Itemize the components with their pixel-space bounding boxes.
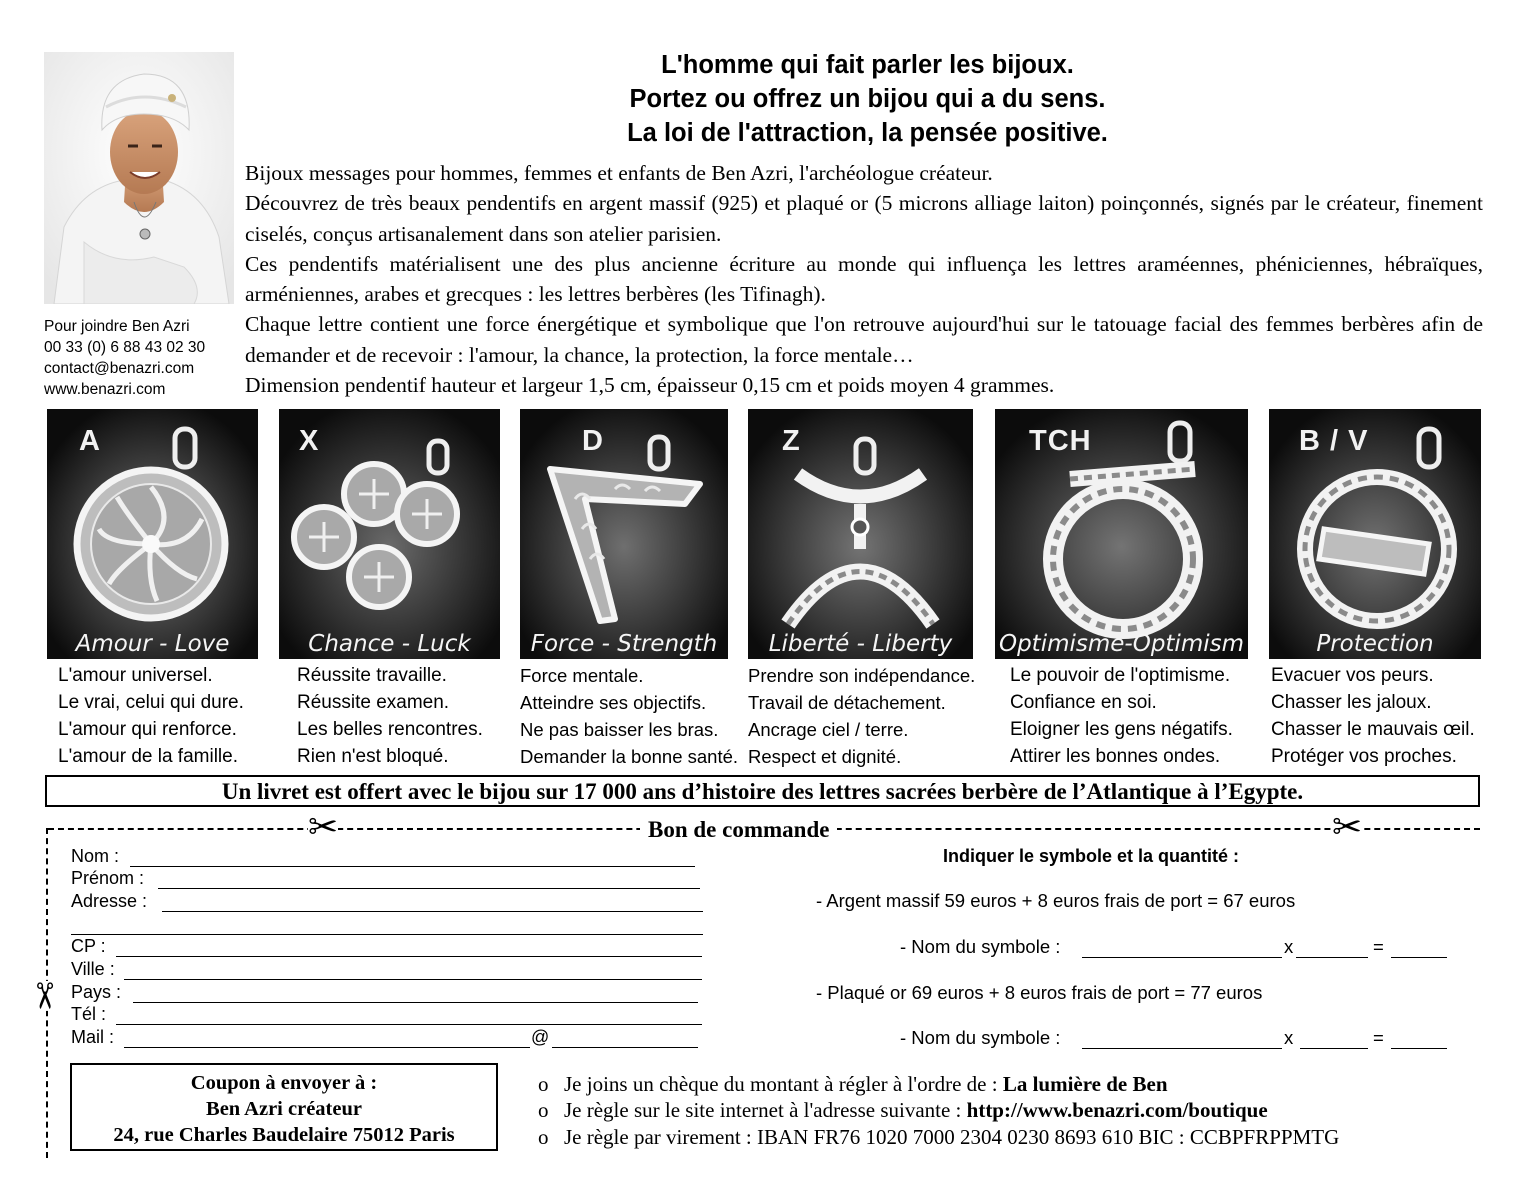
symbol-label-gold: - Nom du symbole :	[900, 1027, 1061, 1048]
pendant-description-protection	[1271, 662, 1475, 770]
description-line: Force mentale.	[520, 665, 644, 686]
headline-3: La loi de l'attraction, la pensée positive.	[627, 119, 1108, 147]
mail-domain-input[interactable]	[552, 1047, 698, 1048]
symbol-quantity-instruction: Indiquer le symbole et la quantité :	[943, 846, 1240, 866]
description-line: Chasser le mauvais œil.	[1271, 719, 1475, 740]
intro-paragraph: Bijoux messages pour hommes, femmes et enfants de Ben Azri, l'archéologue créateur.	[245, 161, 993, 185]
mail-label: Mail :	[71, 1027, 115, 1047]
silver-total-input[interactable]	[1391, 957, 1447, 958]
description-line: Le vrai, celui qui dure.	[58, 692, 244, 713]
adresse-label: Adresse :	[71, 891, 148, 911]
pendant-card-optimisme	[995, 409, 1248, 659]
pendant-letter: A	[79, 425, 101, 457]
gold-price-option: - Plaqué or 69 euros + 8 euros frais de port = 77 euros	[816, 982, 1263, 1003]
gold-symbol-input[interactable]	[1082, 1048, 1282, 1049]
contact-email[interactable]: contact@benazri.com	[44, 360, 195, 377]
option-bullet[interactable]: o	[538, 1125, 549, 1149]
pendant-letter: Z	[782, 425, 801, 457]
prenom-label: Prénom :	[71, 868, 145, 888]
coupon-line: Coupon à envoyer à :	[190, 1072, 378, 1094]
description-line: L'amour de la famille.	[58, 746, 238, 767]
ben-azri-portrait	[44, 52, 234, 304]
pays-label: Pays :	[71, 982, 122, 1002]
payment-option-cheque[interactable]	[538, 1072, 1168, 1097]
ville-label: Ville :	[71, 959, 115, 979]
adresse-input[interactable]	[162, 911, 703, 912]
description-line: L'amour qui renforce.	[58, 719, 237, 740]
mail-at-sign: @	[531, 1027, 550, 1047]
scissors-icon: ✂	[1332, 807, 1363, 848]
option-bullet[interactable]: o	[538, 1072, 549, 1096]
headline-1: L'homme qui fait parler les bijoux.	[661, 51, 1074, 79]
description-line: Confiance en soi.	[1010, 692, 1157, 713]
pendant-card-protection	[1269, 409, 1481, 659]
pendant-card-force	[520, 409, 728, 659]
gold-quantity-input[interactable]	[1300, 1048, 1368, 1049]
pendant-letter: D	[582, 425, 604, 457]
description-line: Chasser les jaloux.	[1271, 692, 1432, 713]
pendant-letter: TCH	[1029, 425, 1092, 457]
description-line: Réussite examen.	[297, 692, 450, 713]
prenom-input[interactable]	[158, 888, 700, 889]
tel-input[interactable]	[116, 1024, 702, 1025]
headline-block	[250, 48, 1485, 150]
coupon-line: 24, rue Charles Baudelaire 75012 Paris	[113, 1124, 455, 1146]
pendant-description-liberte	[748, 662, 975, 770]
coupon-line: Ben Azri créateur	[206, 1098, 362, 1120]
gold-total-input[interactable]	[1391, 1048, 1447, 1049]
pendant-description-amour	[58, 662, 244, 770]
equals-sign: =	[1373, 936, 1384, 957]
intro-paragraph: Dimension pendentif hauteur et largeur 1,5 cm, épaisseur 0,15 cm et poids moyen 4 grammes.	[245, 373, 1055, 398]
cheque-text: Je joins un chèque du montant à régler à l'ordre de :	[564, 1072, 998, 1096]
contact-website[interactable]: www.benazri.com	[44, 381, 166, 398]
nom-label: Nom :	[71, 846, 120, 866]
silver-price-option: - Argent massif 59 euros + 8 euros frais de port = 67 euros	[816, 890, 1296, 911]
shop-url-link[interactable]: http://www.benazri.com/boutique	[966, 1098, 1268, 1122]
times-sign: x	[1284, 936, 1294, 957]
nom-input[interactable]	[130, 866, 695, 867]
description-line: Travail de détachement.	[748, 692, 946, 713]
pendant-letter: X	[299, 425, 320, 457]
adresse-input-line-2[interactable]	[71, 934, 703, 935]
description-line: L'amour universel.	[58, 665, 213, 686]
scissors-icon: ✂	[308, 807, 339, 848]
booklet-banner: Un livret est offert avec le bijou sur 17 000 ans d’histoire des lettres sacrées berbère de l’Atlantique à l’Egypte.	[45, 775, 1480, 807]
pendant-card-amour	[47, 409, 258, 659]
tel-label: Tél :	[71, 1004, 107, 1024]
contact-title: Pour joindre Ben Azri	[44, 318, 190, 335]
description-line: Ne pas baisser les bras.	[520, 719, 719, 740]
pendant-description-force	[520, 662, 738, 770]
description-line: Respect et dignité.	[748, 746, 902, 767]
mail-user-input[interactable]	[124, 1047, 530, 1048]
scissors-icon: ✂	[23, 980, 65, 1012]
intro-paragraph: Ces pendentifs matérialisent une des plus ancienne écriture au monde qui influença les lettres araméennes, phéniciennes, hébraïques, arméniennes, arabes et grecques : les lettres berbères (les Tifinagh).	[245, 251, 1483, 307]
description-line: Eloigner les gens négatifs.	[1010, 719, 1233, 740]
description-line: Le pouvoir de l'optimisme.	[1010, 665, 1231, 686]
payment-option-web[interactable]	[538, 1098, 1268, 1123]
description-line: Attirer les bonnes ondes.	[1010, 746, 1221, 767]
pendant-caption: Liberté - Liberty	[768, 631, 953, 657]
coupon-address-box	[70, 1063, 498, 1151]
intro-paragraph: Découvrez de très beaux pendentifs en argent massif (925) et plaqué or (5 microns alliage laiton) poinçonnés, signés par le créateur, finement ciselés, conçus artisanalement dans son atelier parisien.	[245, 191, 1483, 246]
description-line: Prendre son indépendance.	[748, 665, 976, 686]
pendant-caption: Amour - Love	[75, 631, 230, 657]
pendant-description-chance	[297, 662, 483, 770]
equals-sign: =	[1373, 1027, 1384, 1048]
intro-paragraph: Chaque lettre contient une force énergétique et symbolique que l'on retrouve aujourd'hui sur le tatouage facial des femmes berbères afin de demander et de recevoir : l'amour, la chance, la protection, la force mentale…	[245, 312, 1483, 367]
pendant-force-image	[520, 409, 728, 659]
payment-option-transfer[interactable]	[538, 1125, 1339, 1150]
pendant-caption: Force - Strength	[530, 631, 718, 657]
option-bullet[interactable]: o	[538, 1098, 549, 1122]
cp-input[interactable]	[116, 956, 702, 957]
pendant-caption: Chance - Luck	[308, 631, 471, 657]
times-sign: x	[1284, 1027, 1294, 1048]
pendant-caption: Optimisme-Optimism	[998, 631, 1245, 657]
pendant-card-liberte	[748, 409, 973, 659]
description-line: Réussite travaille.	[297, 665, 447, 686]
silver-quantity-input[interactable]	[1296, 957, 1368, 958]
silver-symbol-input[interactable]	[1082, 957, 1282, 958]
headline-2: Portez ou offrez un bijou qui a du sens.	[629, 85, 1106, 113]
description-line: Ancrage ciel / terre.	[748, 719, 909, 740]
order-form-title: Bon de commande	[640, 816, 837, 844]
description-line: Evacuer vos peurs.	[1271, 665, 1434, 686]
pendant-letter: B / V	[1299, 425, 1369, 457]
pendant-description-optimisme	[1010, 662, 1233, 770]
contact-phone: 00 33 (0) 6 88 43 02 30	[44, 339, 206, 356]
cp-label: CP :	[71, 936, 106, 956]
cheque-payee: La lumière de Ben	[1002, 1072, 1168, 1096]
transfer-text: Je règle par virement : IBAN FR76 1020 7000 2304 0230 8693 610 BIC : CCBPFRPPMTG	[564, 1125, 1340, 1149]
contact-block	[44, 316, 244, 400]
ville-input[interactable]	[124, 979, 702, 980]
description-line: Rien n'est bloqué.	[297, 746, 449, 767]
intro-text	[245, 158, 1483, 400]
pays-input[interactable]	[133, 1002, 698, 1003]
symbol-label-silver: - Nom du symbole :	[900, 936, 1061, 957]
description-line: Les belles rencontres.	[297, 719, 483, 740]
description-line: Protéger vos proches.	[1271, 746, 1457, 767]
web-text: Je règle sur le site internet à l'adresse suivante :	[564, 1098, 962, 1122]
pendant-card-chance	[279, 409, 500, 659]
description-line: Demander la bonne santé.	[520, 746, 739, 767]
pendant-caption: Protection	[1316, 631, 1434, 657]
description-line: Atteindre ses objectifs.	[520, 692, 707, 713]
